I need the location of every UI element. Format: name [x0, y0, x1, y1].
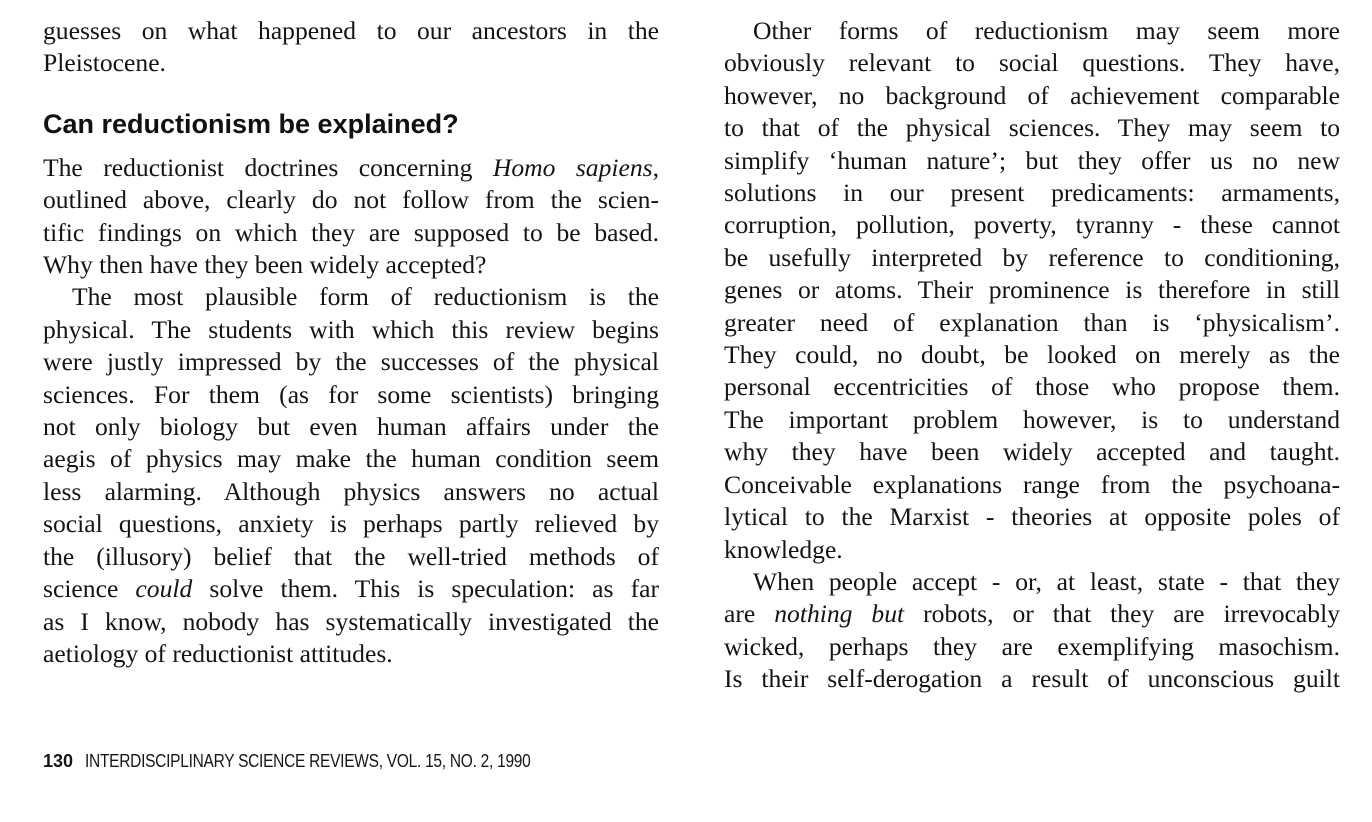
text-line: personal eccentricities of those who propose them.: [724, 372, 1340, 402]
text-line: were justly impressed by the successes of the physical: [43, 347, 659, 377]
journal-citation: INTERDISCIPLINARY SCIENCE REVIEWS, VOL. 15, NO. 2, 1990: [85, 751, 531, 771]
text-line: the (illusory) belief that the well-tried methods of: [43, 541, 659, 571]
text-line: physical. The students with which this review begins: [43, 314, 659, 344]
paragraph: [724, 566, 1340, 696]
emphasis: could: [135, 574, 193, 604]
text-line: guesses on what happened to our ancestors in the: [43, 16, 659, 45]
text-line: Conceivable explanations range from the psychoana-: [724, 469, 1340, 499]
text-line: obviously relevant to social questions. They have,: [724, 48, 1340, 78]
text-line: They could, no doubt, be looked on merely as the: [724, 340, 1340, 370]
emphasis: nothing but: [774, 599, 905, 629]
text-line: corruption, pollution, poverty, tyranny - these cannot: [724, 210, 1340, 240]
left-column: [43, 15, 659, 670]
text-line: social questions, anxiety is perhaps partly relieved by: [43, 509, 659, 539]
text-line: The most plausible form of reductionism is the: [72, 282, 659, 312]
text-line: be usefully interpreted by reference to conditioning,: [724, 242, 1340, 272]
text-line: as I know, nobody has systematically investigated the: [43, 606, 659, 636]
text-line: When people accept - or, at least, state - that they: [753, 566, 1340, 596]
text-line: Pleistocene.: [43, 48, 166, 78]
page-footer: [43, 749, 603, 773]
text-line: The important problem however, is to understand: [724, 404, 1340, 434]
text-line: aetiology of reductionist attitudes.: [43, 638, 393, 668]
text-line: simplify ‘human nature’; but they offer us no new: [724, 145, 1340, 175]
text-line: lytical to the Marxist - theories at opposite poles of: [724, 502, 1340, 532]
text-line: to that of the physical sciences. They may seem to: [724, 113, 1340, 143]
text-line: less alarming. Although physics answers no actual: [43, 476, 659, 506]
text-line: however, no background of achievement comparable: [724, 80, 1340, 110]
paragraph: [43, 152, 659, 282]
paragraph: [724, 15, 1340, 566]
text-line: not only biology but even human affairs under the: [43, 412, 659, 442]
right-column: [724, 15, 1340, 696]
text-line: are nothing but robots, or that they are irrevocably: [724, 599, 1340, 629]
text-line: genes or atoms. Their prominence is therefore in still: [724, 275, 1340, 305]
text-line: science could solve them. This is speculation: as far: [43, 574, 659, 604]
text-line: knowledge.: [724, 534, 843, 564]
emphasis: Homo sapiens,: [492, 152, 660, 182]
text-line: outlined above, clearly do not follow from the scien-: [43, 185, 659, 215]
text-line: why they have been widely accepted and taught.: [724, 437, 1340, 467]
text-line: greater need of explanation than is ‘physicalism’.: [724, 307, 1340, 337]
text-line: Other forms of reductionism may seem more: [753, 16, 1340, 45]
section-heading: Can reductionism be explained?: [43, 108, 459, 139]
text-line: sciences. For them (as for some scientists) bringing: [43, 379, 659, 409]
text-line: wicked, perhaps they are exemplifying masochism.: [724, 631, 1340, 661]
paragraph: [43, 281, 659, 670]
text-line: aegis of physics may make the human condition seem: [43, 444, 659, 474]
text-line: The reductionist doctrines concerning Homo sapiens,: [43, 152, 660, 182]
text-line: solutions in our present predicaments: armaments,: [724, 178, 1340, 208]
page-number: 130: [43, 751, 74, 771]
text-line: Why then have they been widely accepted?: [43, 250, 487, 280]
text-line: Is their self-derogation a result of unconscious guilt: [724, 664, 1340, 694]
text-line: tific findings on which they are supposed to be based.: [43, 217, 659, 247]
